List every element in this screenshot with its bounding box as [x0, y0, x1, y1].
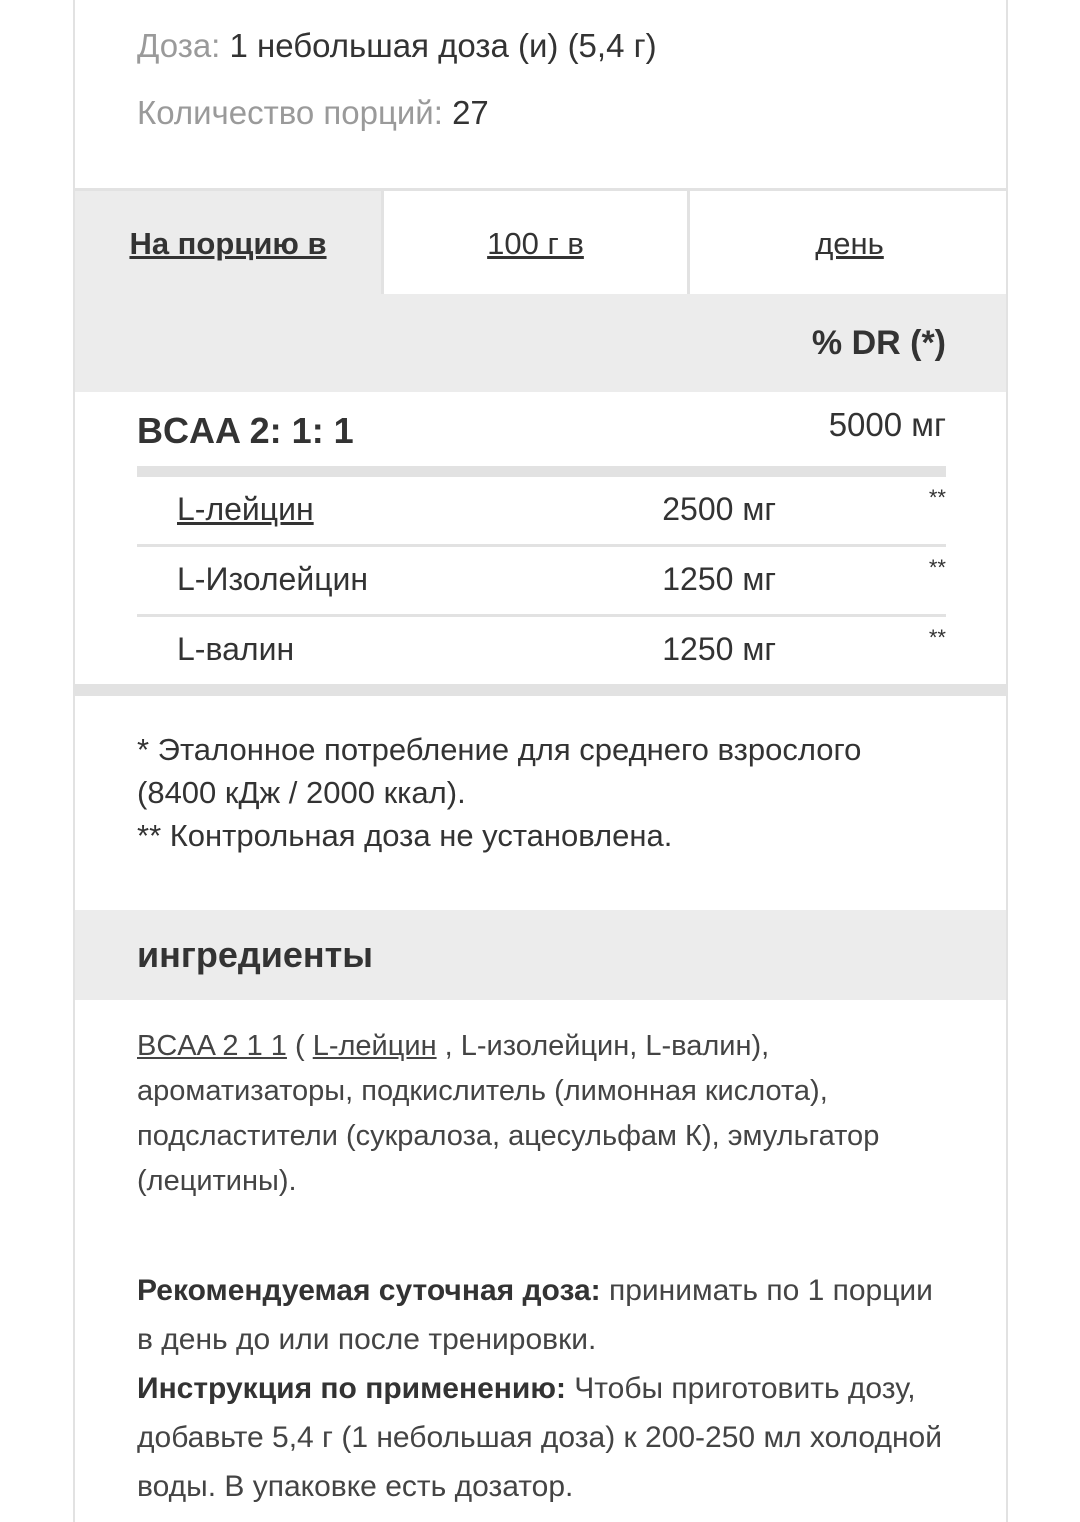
table-row	[137, 477, 946, 547]
tab-per-100g[interactable]: 100 г в	[381, 191, 687, 297]
daily-dose	[137, 1266, 957, 1364]
ingredients-text	[137, 1024, 957, 1204]
tab-per-serving[interactable]: На порцию в	[75, 191, 381, 297]
ingredient-amount: 1250 мг	[662, 631, 776, 667]
ingredient-amount: 1250 мг	[662, 561, 776, 597]
ingredient-amount: 2500 мг	[662, 491, 776, 527]
ingredient-name-link[interactable]: L-лейцин	[177, 491, 314, 527]
daily-dose-text: принимать по 1 порции в день до или после тренировки.	[137, 1274, 933, 1356]
ingredient-name: L-валин	[177, 631, 295, 667]
table-header	[75, 294, 1006, 392]
usage-label: Инструкция по применению:	[137, 1372, 566, 1405]
ingredient-dr: **	[928, 485, 946, 510]
servings-label: Количество порций:	[137, 94, 443, 131]
dr-header: % DR (*)	[811, 324, 946, 362]
ingredients-header	[75, 910, 1006, 1000]
tab-per-day[interactable]: день	[687, 191, 1009, 297]
table-bottom-divider	[75, 684, 1006, 696]
ingredients-rest: , L-изолейцин, L-валин), ароматизаторы, подкислитель (лимонная кислота), подсластители (сукралоза, ацесульфам К), эмульгатор (лецитины).	[137, 1030, 880, 1197]
recommendations	[137, 1266, 957, 1511]
table-row	[137, 547, 946, 617]
ingredient-dr: **	[928, 555, 946, 580]
footnote-reference-intake: * Эталонное потребление для среднего взрослого (8400 кДж / 2000 ккал).	[137, 732, 862, 810]
divider	[137, 466, 946, 477]
daily-dose-label: Рекомендуемая суточная доза:	[137, 1274, 601, 1307]
usage-instructions	[137, 1364, 957, 1511]
serving-tabs	[75, 188, 1006, 297]
dose-label: Доза:	[137, 27, 221, 64]
footnote-no-dose: ** Контрольная доза не установлена.	[137, 818, 673, 853]
bcaa-link[interactable]: BCAA 2 1 1	[137, 1030, 287, 1062]
dose-line	[137, 26, 657, 66]
footnotes	[137, 728, 917, 857]
nutrition-panel	[73, 0, 1008, 1522]
table-row	[137, 617, 946, 687]
bcaa-name: BCAA 2: 1: 1	[137, 410, 354, 451]
ingredients-title: ингредиенты	[137, 934, 374, 975]
usage-text: Чтобы приготовить дозу, добавьте 5,4 г (1 небольшая доза) к 200-250 мл холодной воды. В упаковке есть дозатор.	[137, 1372, 942, 1503]
ingredient-name: L-Изолейцин	[177, 561, 369, 597]
ingredients-open: (	[286, 1030, 313, 1062]
bcaa-amount: 5000 мг	[828, 406, 946, 443]
servings-line	[137, 93, 489, 133]
servings-value: 27	[452, 94, 489, 131]
ingredient-dr: **	[928, 625, 946, 650]
leucine-link[interactable]: L-лейцин	[312, 1030, 437, 1062]
dose-value: 1 небольшая доза (и) (5,4 г)	[229, 27, 657, 64]
